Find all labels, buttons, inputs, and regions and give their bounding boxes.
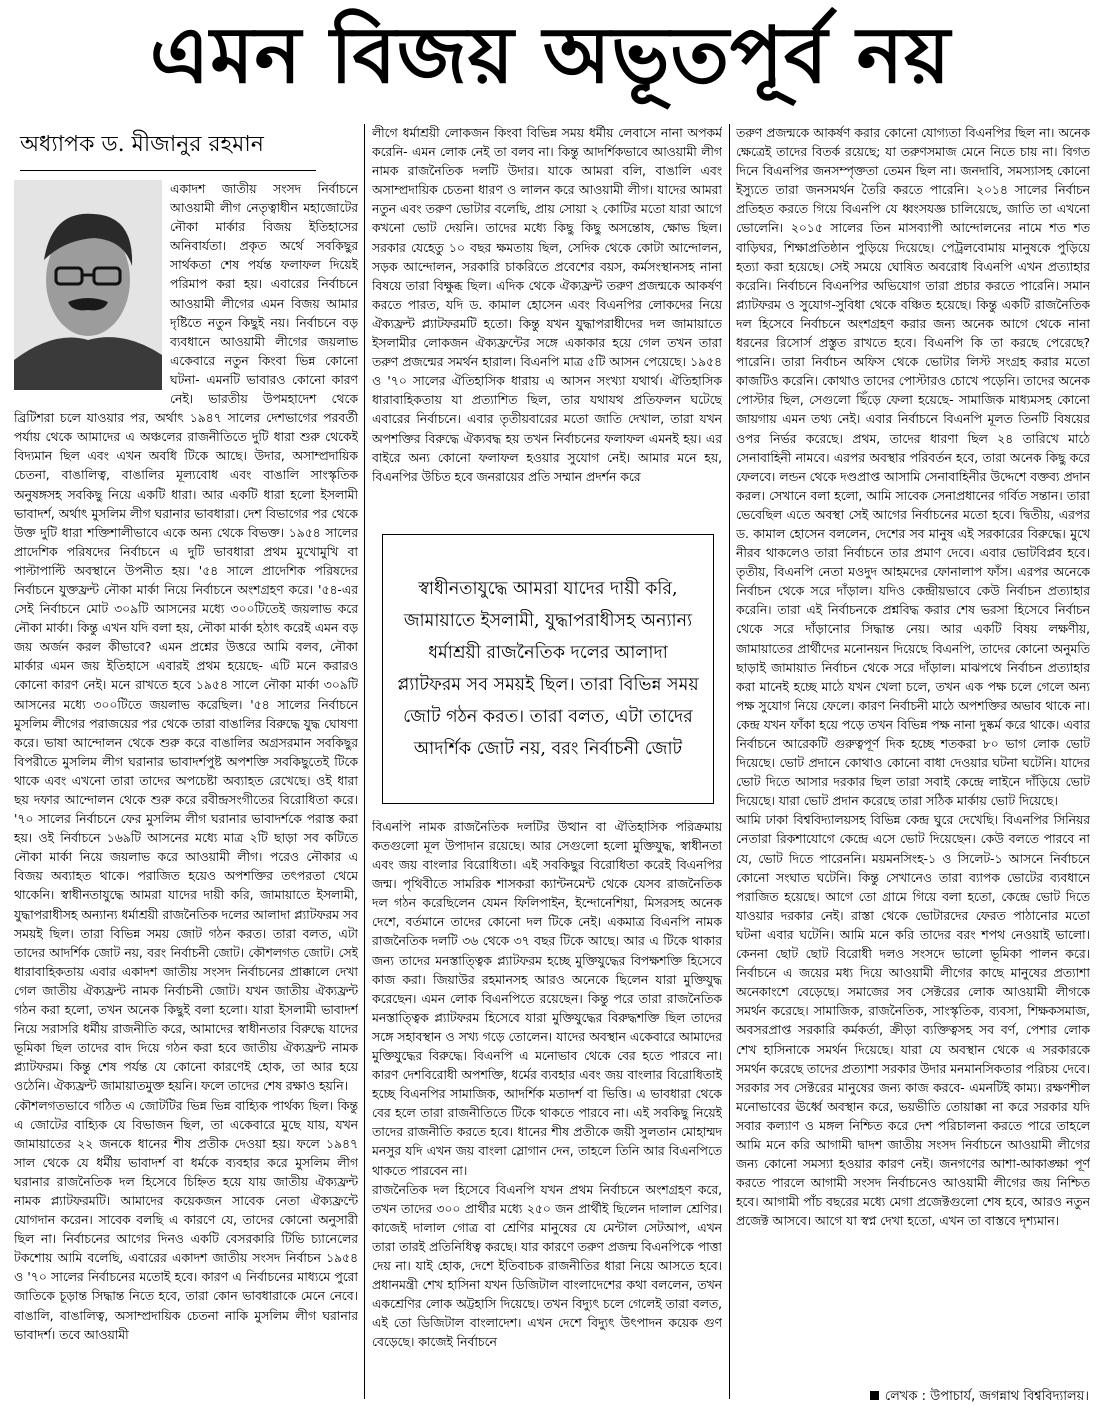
author-credit-text: লেখক : উপাচার্য, জগন্নাথ বিশ্ববিদ্যালয়। — [884, 1389, 1089, 1404]
paragraph: আমি ঢাকা বিশ্ববিদ্যালয়সহ বিভিন্ন কেন্দ্র ঘুরে দেখেছি। বিএনপির সিনিয়র নেতারা রিকশাযোগে কেন্দ্রে এসে ভোট দিয়েছেন। কেউ বলতে পারবে না যে, ভোট দিতে পারেননি। ময়মনসিংহ-১ ও সিলেট-১ আসনে নির্বাচনে কোনো সংঘাত ঘটেনি। কিন্তু সেখানেও তারা ব্যাপক ভোটের ব্যবধানে পরাজিত হয়েছে। আগে তো গ্রামে গিয়ে বলা হতো, কেন্দ্রে ভোট দিতে যাওয়ার দরকার নেই। রাস্তা থেকে ভোটারদের ফেরত পাঠানোর মতো ঘটনা এবার ঘটেনি। আমি মনে করি তাদের বরং শপথ নেওয়াই ভালো। কেননা ছোট ছোট বিরোধী দলও সংসদে ভালো ভূমিকা পালন করে। নির্বাচনে এ জয়ের মধ্য দিয়ে আওয়ামী লীগের কাছে মানুষের প্রত্যাশা অনেকাংশে বেড়েছে। সমাজের সব সেক্টরের লোক আওয়ামী লীগকে সমর্থন করেছে। সামাজিক, রাজনৈতিক, সাংস্কৃতিক, ব্যবসা, শিক্ষকসমাজ, অবসরপ্রাপ্ত সরকারি কর্মকর্তা, ক্রীড়া ব্যক্তিত্বসহ সব বর্ণ, পেশার লোক শেখ হাসিনাকে সমর্থন দিয়েছে। যারা যে অবস্থান থেকে এ সরকারকে সমর্থন করেছে তাদের প্রত্যাশা সরকার উদার মনমানসিকতার পরিচয় দেবে। সরকার সব সেক্টরের মানুষের জন্য কাজ করবে- এমনটিই কাম্য। রক্ষণশীল মনোভাবের ঊর্ধ্বে অবস্থান করে, ভয়ভীতি তোয়াক্কা না করে সরকার যদি সবার কল্যাণ ও মঙ্গল নিশ্চিত করে দেশ পরিচালনা করতে পারে তাহলে আমি মনে করি আগামী দ্বাদশ জাতীয় সংসদ নির্বাচনে আওয়ামী লীগের জন্য কোনো সমস্যা হওয়ার কারণ নেই। জনগণের আশা-আকাঙ্ক্ষা পূর্ণ করতে পারলে আগামী সংসদ নির্বাচনেও আওয়ামী লীগের জয় নিশ্চিত হবে। আগামী পাঁচ বছরের মধ্যে মেগা প্রজেক্টগুলো শেষ হবে, আরও নতুন প্রজেক্ট আসবে। আগে যা স্বপ্ন দেখা হতো, এখন তা বাস্তবে দৃশ্যমান। — [736, 813, 1090, 1229]
paragraph: রাজনৈতিক দল হিসেবে বিএনপি যখন প্রথম নির্বাচনে অংশগ্রহণ করে, তখন তাদের ৩০০ প্রার্থীর মধ্যে ২৫০ জন প্রার্থীই ছিলেন দালাল শ্রেণির। কাজেই দালাল গোত্র বা শ্রেণির মানুষের যে মেন্টাল সেটআপ, এখন তারা তারই প্রতিনিধিত্ব করছে। যার কারণে তরুণ প্রজন্ম বিএনপিকে পাত্তা দেয় না। যাই হোক, দেশে ইতিবাচক রাজনীতির ধারা নিয়ে আসতে হবে। প্রধানমন্ত্রী শেখ হাসিনা যখন ডিজিটাল বাংলাদেশের কথা বললেন, তখন একশ্রেণির লোক অট্টহাসি দিয়েছে। তখন বিদ্যুৎ চলে গেলেই তারা বলত, এই তো ডিজিটাল বাংলাদেশ। এখন দেশে বিদ্যুৎ উৎপাদন কয়েক গুণ বেড়েছে। কাজেই নির্বাচনে — [372, 1182, 722, 1350]
author-credit — [864, 1387, 1089, 1407]
byline-rule — [20, 170, 316, 171]
author-portrait-image — [14, 180, 162, 390]
paragraph: বিএনপি নামক রাজনৈতিক দলটির উত্থান বা ঐতিহাসিক পরিক্রমায় কতগুলো মূল উপাদান রয়েছে। আর সেগুলো হলো মুক্তিযুদ্ধ, স্বাধীনতা এবং জয় বাংলার বিরোধিতা। এই সবকিছুর বিরোধিতা করেই বিএনপির জন্ম। পৃথিবীতে সামরিক শাসকরা ক্যান্টনমেন্ট থেকে যেসব রাজনৈতিক দল গঠন করেছিলেন যেমন ফিলিপাইন, ইন্দোনেশিয়া, মিসরসহ অনেক দেশে, বর্তমানে তাদের কোনো দল টিকে নেই। একমাত্র বিএনপি নামক রাজনৈতিক দলটি ৩৬ থেকে ৩৭ বছর টিকে আছে। আর এ টিকে থাকার জন্য তাদের মনস্তাত্ত্বিক প্ল্যাটফরম হচ্ছে মুক্তিযুদ্ধের বিপক্ষশক্তি হিসেবে কাজ করা। জিয়াউর রহমানসহ আরও অনেকে ছিলেন যারা মুক্তিযুদ্ধ করেছেন। এমন লোক বিএনপিতে রয়েছেন। কিন্তু পরে তারা রাজনৈতিক মনস্তাত্ত্বিক প্ল্যাটফরম হিসেবে যারা মুক্তিযুদ্ধের বিরুদ্ধশক্তি ছিল তাদের সঙ্গে সহাবস্থান ও সখ্য গড়ে তোলেন। যাদের অবস্থান একেবারে আমাদের মুক্তিযুদ্ধের বিরুদ্ধে। বিএনপি এ মনোভাব থেকে বের হতে পারবে না। কারণ দেশবিরোধী অপশক্তি, ধর্মের ব্যবহার এবং জয় বাংলার বিরোধিতাই হচ্ছে বিএনপির সামাজিক, আদর্শিক মতাদর্শ বা ভিত্তি। এ ভাবধারা থেকে বের হলে তারা রাজনীতিতে টিকে থাকতে পারবে না। এই সবকিছু নিয়েই তাদের রাজনীতি করতে হবে। ধানের শীষ প্রতীকে জয়ী সুলতান মোহাম্মদ মনসুর যদি এখন জয় বাংলা স্লোগান দেন, তাহলে তিনি আর বিএনপিতে থাকতে পারবেন না। — [372, 819, 722, 1178]
article-column-1 — [14, 180, 358, 1395]
column-divider — [364, 124, 365, 1399]
pull-quote-area — [368, 520, 728, 820]
headline: এমন বিজয় অভূতপূর্ব নয় — [149, 10, 952, 101]
paragraph: তরুণ প্রজন্মকে আকর্ষণ করার কোনো যোগ্যতা বিএনপির ছিল না। অনেক ক্ষেত্রেই তাদের বিতর্ক রয়েছে; যা তরুণসমাজ মেনে নিতে চায় না। বিগত দিনে বিএনপির জনসম্পৃক্ততা তেমন ছিল না। জনদাবি, সমস্যাসহ কোনো ইস্যুতে তারা জনসমর্থন তৈরি করতে পারেনি। ২০১৪ সালের নির্বাচন প্রতিহত করতে গিয়ে বিএনপি যে ধ্বংসযজ্ঞ চালিয়েছে, জাতি তা এখনো ভোলেনি। ২০১৫ সালের তিন মাসব্যাপী আন্দোলনের নামে শত শত বাড়িঘর, শিক্ষাপ্রতিষ্ঠান পুড়িয়ে দিয়েছে। পেট্রলবোমায় মানুষকে পুড়িয়ে হত্যা করা হয়েছে। সেই সময়ে ঘোষিত অবরোধ বিএনপি এখন প্রত্যাহার করেনি। নির্বাচনে বিএনপির অভিযোগ তারা প্রচার করতে পারেনি। সমান প্ল্যাটফরম ও সুযোগ-সুবিধা থেকে বঞ্চিত হয়েছে। কিন্তু একটি রাজনৈতিক দল হিসেবে নির্বাচনে অংশগ্রহণ করার জন্য অনেক আগে থেকে নানা ধরনের রিসোর্স প্রস্তুত রাখতে হবে। বিএনপি কি তা করছে পেরেছে? পারেনি। তারা নির্বাচন অফিস থেকে ভোটার লিস্ট সংগ্রহ করার মতো কাজটিও করেনি। কোথাও তাদের পোস্টারও চোখে পড়েনি। তাদের অনেক পোস্টার ছিল, সেগুলো ছিঁড়ে ফেলা হয়েছে- সামাজিক মাধ্যমসহ কোনো জায়গায় এমন তথ্য নেই। এবার নির্বাচনে বিএনপি মূলত তিনটি বিষয়ের ওপর নির্ভর করেছে। প্রথম, তাদের ধারণা ছিল ২৪ তারিখে মাঠে সেনাবাহিনী নামবে। এরপর অবস্থার পরিবর্তন হবে, তারা অনেক কিছু করে ফেলবে। লন্ডন থেকে দণ্ডপ্রাপ্ত আসামি সেনাবাহিনীর উদ্দেশে বক্তব্য প্রদান করল। সেখানে বলা হলো, আমি সাবেক সেনাপ্রধানের গর্বিত সন্তান। তারা ভেবেছিল এতে অবস্থা সেই আগের নির্বাচনের মতো হবে। দ্বিতীয়, এরপর ড. কামাল হোসেন বললেন, দেশের সব মানুষ এই সরকারের বিরুদ্ধে। মুখে নীরব থাকলেও তারা নির্বাচনে তার প্রমাণ দেবে। এবার ভোটবিপ্লব হবে। তৃতীয়, বিএনপি নেতা মওদুদ আহমদের ফোনালাপ ফাঁস। এরপর অনেকে নির্বাচন থেকে সরে দাঁড়াল। যদিও কেন্দ্রীয়ভাবে কেউ নির্বাচন প্রত্যাহার করেনি। তারা এই নির্বাচনকে প্রশ্নবিদ্ধ করার শেষ ভরসা হিসেবে নির্বাচন থেকে সরে দাঁড়ানোর সিদ্ধান্ত নেয়। আর একটি বিষয় লক্ষণীয়, জামায়াতের প্রার্থীদের মনোনয়ন দিয়েছে বিএনপি, তাদের কোনো অনুমতি ছাড়াই জামায়াত নির্বাচন থেকে সরে দাঁড়াল। মাঝপথে নির্বাচন প্রত্যাহার করা মানেই হচ্ছে মাঠে যখন খেলা চলে, তখন এক পক্ষ চলে গেলে অন্য পক্ষ সুযোগ নিয়ে ফেলে। কারণ নির্বাচনী মাঠে অপশক্তির অভাব থাকে না। কেন্দ্র যখন ফাঁকা হয়ে পড়ে তখন বিভিন্ন পক্ষ নানা দুষ্কর্ম করে থাকে। এবার নির্বাচনে আরেকটি গুরুত্বপূর্ণ দিক হচ্ছে শতকরা ৮০ ভাগ লোক ভোট দিয়েছে। ভোট প্রদানে কোথাও কোনো বাধা দেওয়ার ঘটনা ঘটেনি। যাদের ভোট দিতে আসার দরকার ছিল তারা সবাই কেন্দ্রে লাইনে দাঁড়িয়ে ভোট দিয়েছে। যারা ভোট প্রদান করেছে তারা সঠিক মার্কায় ভোট দিয়েছে। — [736, 126, 1090, 809]
author-photo — [14, 180, 162, 390]
byline: অধ্যাপক ড. মীজানুর রহমান — [20, 132, 264, 157]
column-divider — [729, 124, 730, 1399]
article-column-3 — [736, 124, 1090, 1395]
paragraph: লীগে ধর্মাশ্রয়ী লোকজন কিংবা বিভিন্ন সময় ধর্মীয় লেবাসে নানা অপকর্ম করেনি- এমন লোক নেই তা বলব না। কিন্তু আদর্শিকভাবে আওয়ামী লীগ নামক রাজনৈতিক দলটি উদার। যাকে আমরা বলি, বাঙালি এবং অসাম্প্রদায়িক চেতনা ধারণ ও লালন করে আওয়ামী লীগ। যাদের আমরা নতুন এবং তরুণ ভোটার বলেছি, প্রায় সোয়া ২ কোটির মতো যারা আগে কখনো ভোট দেয়নি। তাদের মধ্যে কিছু কিছু অসন্তোষ, ক্ষোভ ছিল। সরকার যেহেতু ১০ বছর ক্ষমতায় ছিল, সেদিক থেকে কোটা আন্দোলন, সড়ক আন্দোলন, সরকারি চাকরিতে প্রবেশের বয়স, কর্মসংস্থানসহ নানা বিষয়ে তারা বিক্ষুব্ধ ছিল। এদিক থেকে ঐক্যফ্রন্ট তরুণ প্রজন্মকে আকর্ষণ করতে পারত, যদি ড. কামাল হোসেন এবং বিএনপির লোকদের নিয়ে ঐক্যফ্রন্ট প্ল্যাটফরমটি হতো। কিন্তু যখন যুদ্ধাপরাধীদের দল জামায়াতে ইসলামীর লোকজন ঐক্যফ্রন্টের সঙ্গে একাকার হয়ে গেল তখন তারা তরুণ প্রজন্মের সমর্থন হারাল। বিএনপি মাত্র ৫টি আসন পেয়েছে। ১৯৫৪ ও '৭০ সালের ঐতিহাসিক ধারায় এ আসন সংখ্যা যথার্থ। ঐতিহাসিক ধারাবাহিকতায় যা প্রত্যাশিত ছিল, তার যথাযথ প্রতিফলন ঘটেছে এবারের নির্বাচনে। এবার তৃতীয়বারের মতো জাতি দেখাল, তারা যখন অপশক্তির বিরুদ্ধে ঐক্যবদ্ধ হয় তখন নির্বাচনের ফলাফল এমনই হয়। এর বাইরে অন্য কোনো ফলাফল হওয়ার সুযোগ নেই। আমার মনে হয়, বিএনপির উচিত হবে জনরায়ের প্রতি সম্মান প্রদর্শন করে — [372, 126, 722, 484]
paragraph: কৌশলগতভাবে গঠিত এ জোটটির ভিন্ন ভিন্ন বাহ্যিক পার্থক্য ছিল। কিন্তু এ জোটের বাহ্যিক যে বিভাজন ছিল, তা একেবারে মুছে যায়, যখন জামায়াতের ২২ জনকে ধানের শীষ প্রতীক দেওয়া হয়। ফলে ১৯৪৭ সাল থেকে যে ধর্মীয় ভাবাদর্শ বা ধর্মকে ব্যবহার করে মুসলিম লীগ ঘরানার রাজনৈতিক দল হিসেবে চিহ্নিত হয়ে যায় জাতীয় ঐক্যফ্রন্ট নামক প্ল্যাটফরমটি। আমাদের কয়েকজন সাবেক নেতা ঐক্যফ্রন্টে যোগদান করেন। সাবেক বলছি এ কারণে যে, তাদের কোনো অনুসারী ছিল না। নির্বাচনের আগের দিনও একটি বেসরকারি টিভি চ্যানেলের টকশোয় আমি বলেছি, এবারের একাদশ জাতীয় সংসদ নির্বাচন ১৯৫৪ ও '৭০ সালের নির্বাচনের মতোই হবে। কারণ এ নির্বাচনের মাধ্যমে পুরো জাতিকে চূড়ান্ত সিদ্ধান্ত নিতে হবে, তারা কোন ভাবধারাকে মেনে নেবে। বাঙালি, বাঙালিত্ব, অসাম্প্রদায়িক চেতনা নাকি মুসলিম লীগ ঘরানার ভাবাদর্শ। তবে আওয়ামী — [14, 1098, 358, 1342]
square-bullet-icon — [870, 1391, 879, 1400]
paragraph: একাদশ জাতীয় সংসদ নির্বাচনে আওয়ামী লীগ নেতৃত্বাধীন মহাজোটের নৌকা মার্কার বিজয় ইতিহাসের অনিবার্যতা। প্রকৃত অর্থে সবকিছুর সার্থকতা শেষ পর্যন্ত ফলাফল দিয়েই পরিমাপ করা হয়। এবারের নির্বাচনে আওয়ামী লীগের এমন বিজয় আমার দৃষ্টিতে নতুন কিছুই নয়। নির্বাচনে বড় ব্যবধানে আওয়ামী লীগের জয়লাভ একেবারে নতুন কিংবা ভিন্ন কোনো ঘটনা- এমনটি ভাবারও কোনো কারণ নেই। ভারতীয় উপমহাদেশ থেকে ব্রিটিশরা চলে যাওয়ার পর, অর্থাৎ ১৯৪৭ সালের দেশভাগের পরবর্তী পর্যায় থেকে আমাদের এ অঞ্চলের রাজনীতিতে দুটি ধারা শুরু থেকেই বিদ্যমান ছিল এবং এখন অবধি টিকে আছে। উদার, অসাম্প্রদায়িক চেতনা, বাঙালিত্ব, বাঙালির মূল্যবোধ এবং বাঙালি সাংস্কৃতিক অনুষঙ্গসহ সবকিছু নিয়ে একটি ধারা। আর একটি ধারা হলো ইসলামী ভাবাদর্শ, অর্থাৎ মুসলিম লীগ ঘরানার ভাবধারা। দেশ বিভাগের পর থেকে উক্ত দুটি ধারা শক্তিশালীভাবে একে অন্য থেকে বিভক্ত। ১৯৫৪ সালের প্রাদেশিক পরিষদের নির্বাচনে এ দুটি ভাবধারা প্রথম মুখোমুখি বা পাল্টাপাল্টি অবস্থানে উপনীত হয়। '৫৪ সালে প্রাদেশিক পরিষদের নির্বাচনে যুক্তফ্রন্ট নৌকা মার্কা নিয়ে নির্বাচনে অংশগ্রহণ করে। '৫৪-এর সেই নির্বাচনে মোট ৩০৯টি আসনের মধ্যে ৩০০টিতেই জয়লাভ করে নৌকা মার্কা। কিন্তু এখন যদি বলা হয়, নৌকা মার্কা হঠাৎ করেই এমন বড় জয় অর্জন করল কীভাবে? এমন প্রশ্নের উত্তরে আমি বলব, নৌকা মার্কার এমন জয় ইতিহাসে এবারই প্রথম হয়েছে- এটি মনে করারও কোনো কারণ নেই। মনে রাখতে হবে ১৯৫৪ সালে নৌকা মার্কা ৩০৯টি আসনের মধ্যে ৩০০টিতে জয়লাভ করেছিল। '৫৪ সালের নির্বাচনে মুসলিম লীগের পরাজয়ের পর থেকে তারা বাঙালির বিরুদ্ধে যুদ্ধ ঘোষণা করে। ভাষা আন্দোলন থেকে শুরু করে বাঙালির অগ্রসরমান সবকিছুর বিপরীতে মুসলিম লীগ ঘরানার ভাবাদর্শপুষ্ট অপশক্তি সবকিছুতেই টিকে থাকে এবং এখনো তারা তাদের অপচেষ্টা অব্যাহত রেখেছে। ওই ধারা ছয় দফার আন্দোলন থেকে শুরু করে রবীন্দ্রসংগীতের বিরোধিতা করে। '৭০ সালের নির্বাচনে ফের মুসলিম লীগ ঘরানার ভাবাদর্শকে পরাস্ত করা হয়। ওই নির্বাচনে ১৬৯টি আসনের মধ্যে মাত্র ২টি ছাড়া সব কটিতে নৌকা মার্কা নিয়ে জয়লাভ করে আওয়ামী লীগ। পরেও নৌকার এ বিজয় অব্যাহত থাকে। পরাজিত হয়েও অপশক্তির তৎপরতা থেমে থাকেনি। স্বাধীনতাযুদ্ধে আমরা যাদের দায়ী করি, জামায়াতে ইসলামী, যুদ্ধাপরাধীসহ অন্যান্য ধর্মাশ্রয়ী রাজনৈতিক দলের আলাদা প্ল্যাটফরম সব সময়ই ছিল। তারা বিভিন্ন সময় জোট গঠন করত। তারা বলত, এটা তাদের আদর্শিক জোট নয়, বরং নির্বাচনী জোট। কৌশলগত জোট। সেই ধারাবাহিকতায় এবার একাদশ জাতীয় সংসদ নির্বাচনের প্রাক্কালে দেখা গেল জাতীয় ঐক্যফ্রন্ট নামক নির্বাচনী জোট। যখন জাতীয় ঐক্যফ্রন্ট গঠন করা হলো, তখন অনেক কিছুই বলা হলো। যারা ইসলামী ভাবাদর্শ নিয়ে সরাসরি ধর্মীয় রাজনীতি করে, আমাদের স্বাধীনতার বিরুদ্ধে যাদের ভূমিকা ছিল তাদের বাদ দিয়ে গঠন করা হবে জাতীয় ঐক্যফ্রন্ট নামক প্ল্যাটফরম। কিন্তু শেষ পর্যন্ত যে কোনো কারণেই হোক, তা আর হয়ে ওঠেনি। ঐক্যফ্রন্ট জামায়াতমুক্ত হয়নি। ফলে তাদের শেষ রক্ষাও হয়নি। — [14, 182, 358, 1094]
pull-quote: স্বাধীনতাযুদ্ধে আমরা যাদের দায়ী করি, জামায়াতে ইসলামী, যুদ্ধাপরাধীসহ অন্যান্য ধর্মাশ্রয়ী রাজনৈতিক দলের আলাদা প্ল্যাটফরম সব সময়ই ছিল। তারা বিভিন্ন সময় জোট গঠন করত। তারা বলত, এটা তাদের আদর্শিক জোট নয়, বরং নির্বাচনী জোট — [382, 534, 714, 804]
